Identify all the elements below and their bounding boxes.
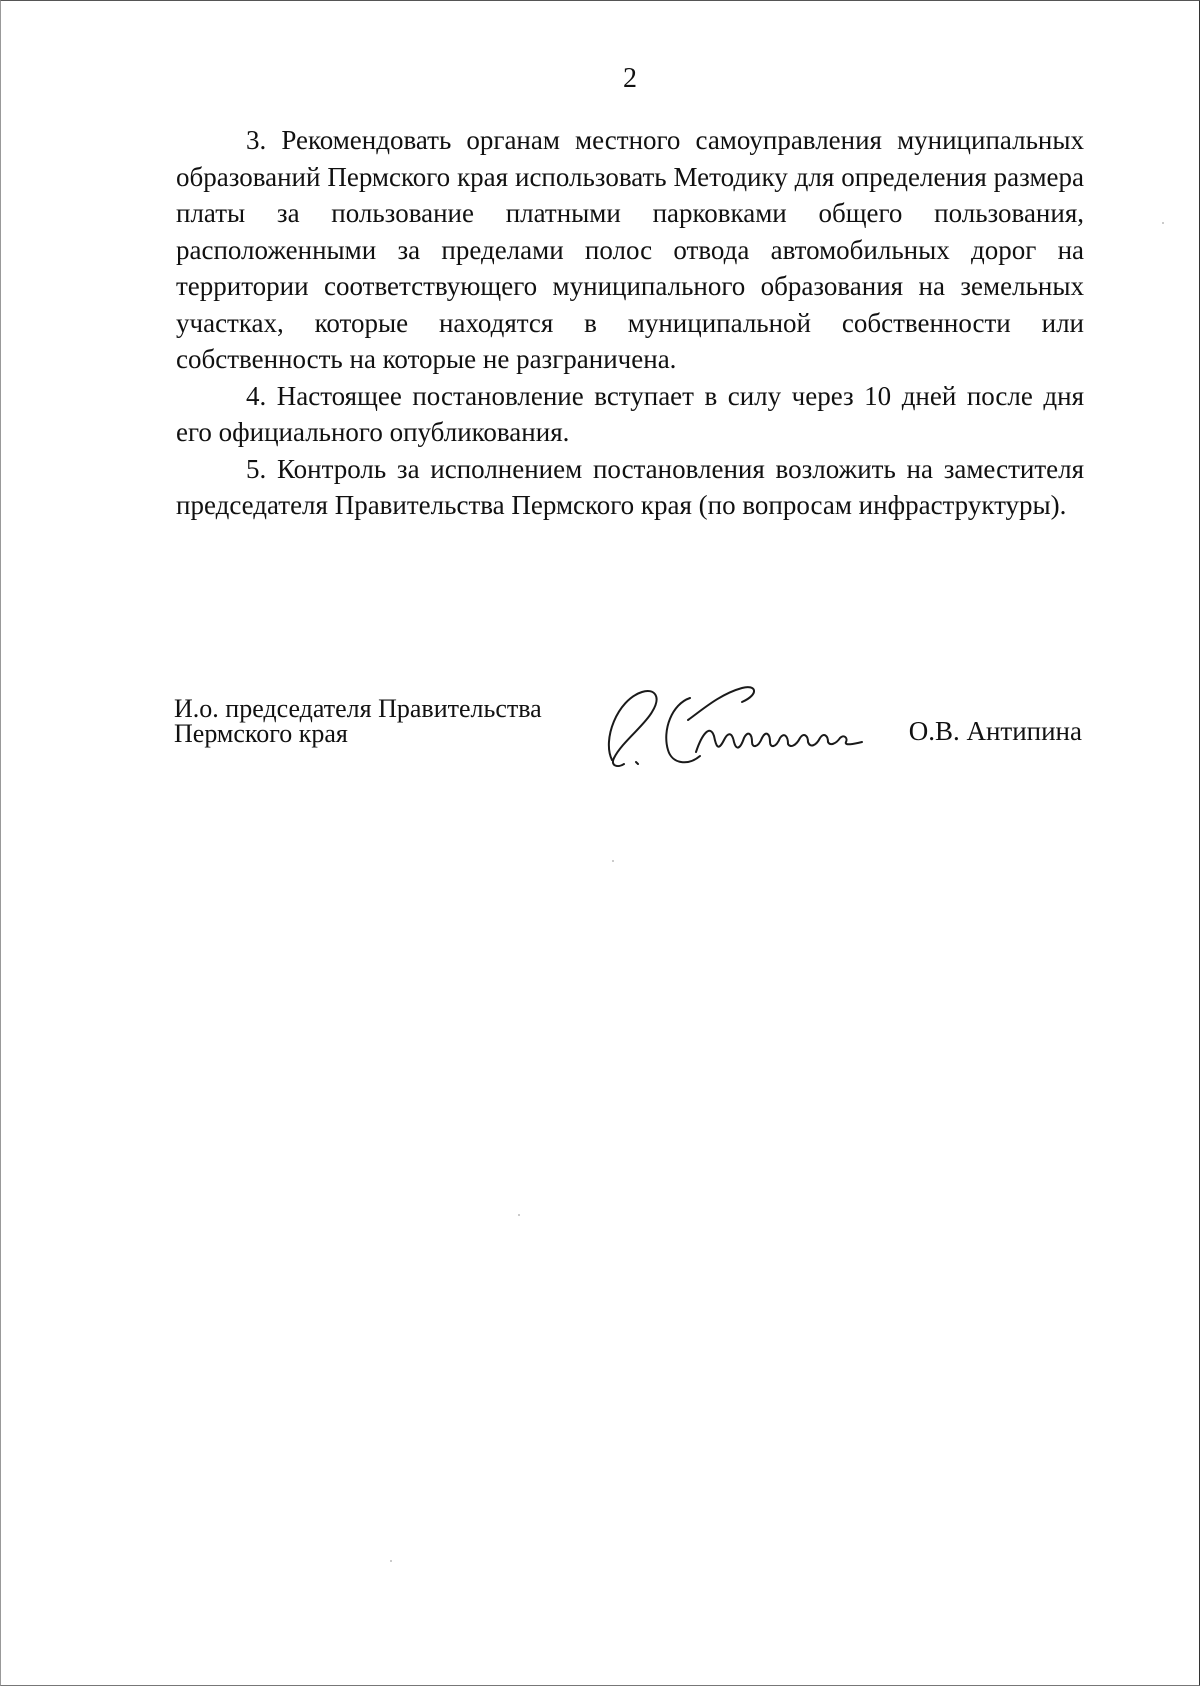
signatory-position-line-2: Пермского края [174, 719, 348, 748]
scan-speck [612, 860, 614, 862]
handwritten-signature [592, 680, 922, 775]
page-number: 2 [623, 63, 637, 94]
paragraph-5 [176, 451, 1084, 524]
signatory-position [174, 696, 614, 746]
paragraph-4 [176, 378, 1084, 451]
paragraph-4-text: 4. Настоящее постановление вступает в силу через 10 дней после дня его официального опубликования. [176, 380, 1084, 447]
paragraph-3 [176, 122, 1084, 378]
paragraph-3-text: 3. Рекомендовать органам местного самоуправления муниципальных образований Пермского края использовать Методику для определения размера платы за пользование платными парковками общего пользования, расположенными за пределами полос отвода автомобильных дорог на территории соответствующего муниципального образования на земельных участках, которые находятся в муниципальной собственности или собственность на которые не разграничена. [176, 125, 1084, 374]
signatory-name: О.В. Антипина [908, 716, 1082, 746]
scan-speck [390, 1560, 392, 1562]
signatory-position-line-1: И.о. председателя Правительства [174, 694, 542, 723]
scan-speck [1162, 222, 1164, 224]
signature-block [174, 690, 1094, 780]
paragraph-5-text: 5. Контроль за исполнением постановления возложить на заместителя председателя Правительства Пермского края (по вопросам инфраструктуры). [176, 453, 1084, 520]
document-body [176, 122, 1084, 524]
scan-speck [518, 1214, 520, 1216]
